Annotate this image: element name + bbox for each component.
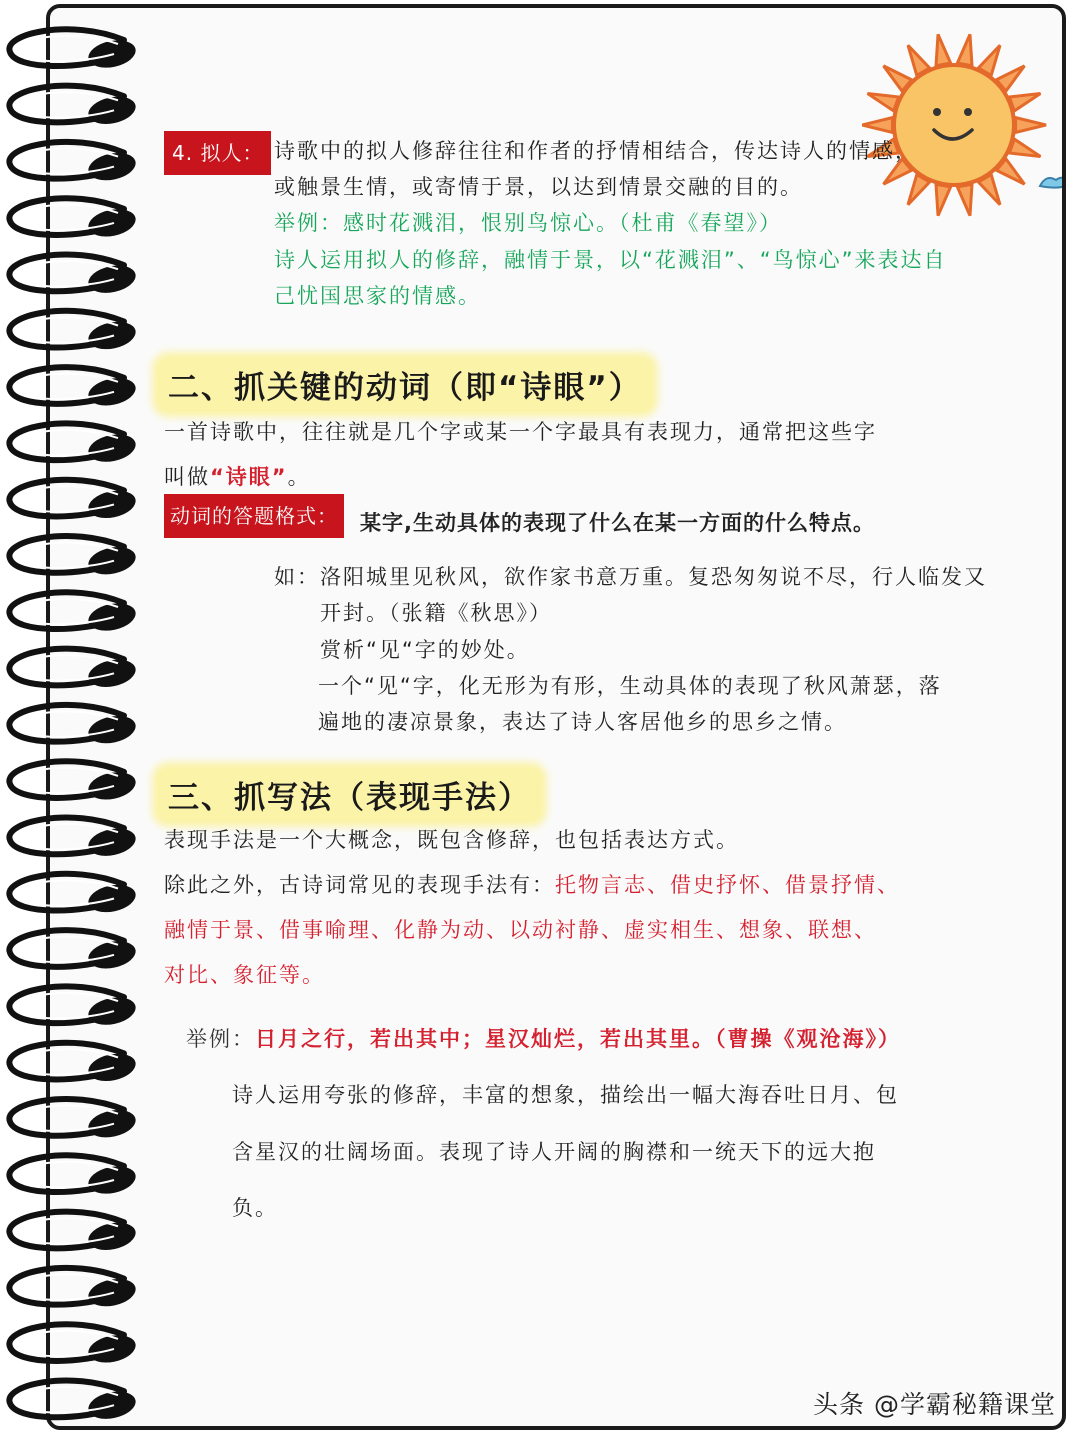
methods-heading: 三、抓写法（表现手法）: [158, 768, 541, 821]
personification-line-2: 或触景生情，或寄情于景，以达到情景交融的目的。: [274, 175, 803, 199]
methods-analysis-2: 含星汉的壮阔场面。表现了诗人开阔的胸襟和一统天下的远大抱: [232, 1140, 876, 1164]
spiral-ring: [9, 1212, 138, 1254]
spiral-ring: [9, 142, 138, 184]
sun-ray: [957, 34, 972, 65]
spiral-ring: [9, 1155, 138, 1197]
verb-example-2: 开封。（张籍《秋思》）: [320, 601, 552, 625]
spiral-ring: [9, 311, 138, 353]
sun-ray: [1016, 118, 1046, 133]
sun-ray: [868, 94, 899, 111]
spiral-ring: [9, 818, 138, 860]
verbs-para-2: [164, 462, 311, 492]
methods-list-1: 托物言志、借史抒怀、借景抒情、: [555, 873, 900, 897]
verb-format-tag: 动词的答题格式：: [164, 494, 344, 538]
sun-ray: [957, 184, 972, 215]
spiral-ring: [9, 1268, 138, 1310]
spiral-ring: [9, 649, 138, 691]
spiral-ring: [9, 367, 138, 409]
smiling-sun-icon: [862, 30, 1062, 220]
watermark: 头条 @学霸秘籍课堂: [813, 1390, 1056, 1419]
verb-example-3: 赏析“见“字的妙处。: [320, 638, 530, 662]
verbs-para-2-suffix: 。: [287, 465, 311, 489]
spiral-ring: [9, 1381, 138, 1423]
methods-para-2-prefix: 除此之外，古诗词常见的表现手法有：: [164, 873, 555, 897]
verb-example-1: 如：洛阳城里见秋风，欲作家书意万重。复恐匆匆说不尽，行人临发又: [274, 565, 987, 589]
methods-example: [186, 1024, 901, 1054]
spiral-ring: [9, 930, 138, 972]
sun-ray: [1009, 94, 1040, 111]
spiral-ring: [9, 480, 138, 522]
cloud-icon: [1040, 178, 1062, 188]
verb-example-5: 遍地的凄凉景象，表达了诗人客居他乡的思乡之情。: [318, 710, 847, 734]
spiral-ring: [9, 1099, 138, 1141]
spiral-ring: [9, 255, 138, 297]
spiral-ring: [9, 761, 138, 803]
spiral-ring: [9, 29, 138, 71]
spiral-ring: [9, 874, 138, 916]
spiral-binding-icon: [0, 0, 150, 1440]
spiral-ring: [9, 536, 138, 578]
sun-ray: [936, 34, 951, 65]
verbs-para-2-prefix: 叫做: [164, 465, 210, 489]
verb-example-4: 一个“见“字，化无形为有形，生动具体的表现了秋风萧瑟，落: [318, 674, 942, 698]
personification-tag: 4. 拟人：: [164, 131, 271, 175]
methods-list-2: 融情于景、借事喻理、化静为动、以动衬静、虚实相生、想象、联想、: [164, 918, 877, 942]
spiral-ring: [9, 592, 138, 634]
methods-para-2: [164, 870, 900, 900]
sun-ray: [936, 184, 951, 215]
methods-example-text: 日月之行，若出其中；星汉灿烂，若出其里。（曹操《观沧海》）: [255, 1027, 901, 1051]
personification-analysis-2: 己忧国思家的情感。: [274, 284, 481, 308]
poem-eye-term: “诗眼”: [210, 465, 288, 489]
personification-example: 举例：感时花溅泪，恨别鸟惊心。（杜甫《春望》）: [274, 211, 782, 235]
spiral-ring: [9, 423, 138, 465]
spiral-ring: [9, 198, 138, 240]
personification-line-1: 诗歌中的拟人修辞往往和作者的抒情相结合，传达诗人的情感，: [274, 139, 918, 163]
methods-analysis-1: 诗人运用夸张的修辞，丰富的想象，描绘出一幅大海吞吐日月、包: [232, 1083, 899, 1107]
spiral-ring: [9, 1043, 138, 1085]
verb-format-text: 某字,生动具体的表现了什么在某一方面的什么特点。: [360, 511, 875, 535]
personification-analysis-1: 诗人运用拟人的修辞，融情于景，以“花溅泪”、“鸟惊心”来表达自: [274, 248, 947, 272]
spiral-ring: [9, 86, 138, 128]
sun-ray: [862, 118, 892, 133]
verbs-para-1: 一首诗歌中，往往就是几个字或某一个字最具有表现力，通常把这些字: [164, 420, 877, 444]
spiral-ring: [9, 1324, 138, 1366]
methods-para-1: 表现手法是一个大概念，既包含修辞，也包括表达方式。: [164, 828, 739, 852]
methods-list-3: 对比、象征等。: [164, 963, 325, 987]
methods-example-prefix: 举例：: [186, 1027, 255, 1051]
spiral-ring: [9, 705, 138, 747]
sun-ray: [1009, 139, 1040, 156]
verbs-heading: 二、抓关键的动词（即“诗眼”）: [158, 358, 652, 411]
spiral-ring: [9, 986, 138, 1028]
methods-analysis-3: 负。: [232, 1196, 278, 1220]
